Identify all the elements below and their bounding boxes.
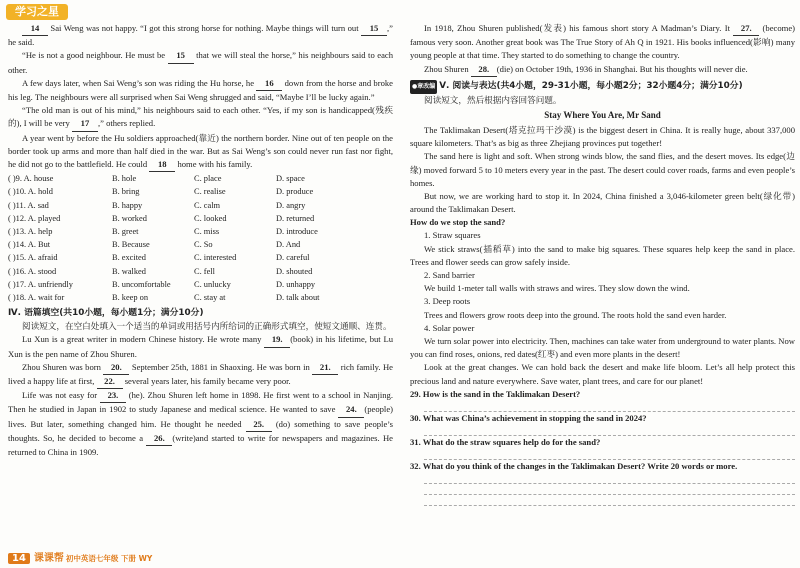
option-choice[interactable]: D. shouted <box>276 266 313 276</box>
option-row <box>8 199 393 212</box>
section-4-paragraph: Zhou Shuren 28. (die) on October 19th, 1936 in Shanghai. But his thoughts will never die. <box>410 63 795 77</box>
section-4-paragraph: Life was not easy for 23. (he). Zhou Shuren left home in 1898. He first went to a school in Nanjing. Then he studied in Japan in 1902 to study Japanese and medical science. He wanted to save 24. (people) lives. But later, something changed him. He thought he needed 25. (do) something to save people’s thoughts. So, he decided to become a 26. (write)and started to write for newspapers and magazines. He returned to China in 1909. <box>8 390 393 458</box>
option-row <box>8 251 393 264</box>
option-row <box>8 172 393 185</box>
cloze-options <box>8 172 393 304</box>
option-choice[interactable]: D. talk about <box>276 293 320 303</box>
option-choice[interactable]: D. unhappy <box>276 279 316 289</box>
option-choice[interactable]: D. introduce <box>276 227 318 237</box>
option-row <box>8 278 393 291</box>
option-choice[interactable]: C. place <box>194 174 222 184</box>
footer-subtitle: 初中英语七年级 下册 WY <box>65 554 153 563</box>
option-choice[interactable]: D. careful <box>276 253 310 263</box>
question: 29. How is the sand in the Taklimakan Desert? <box>410 388 581 399</box>
answer-blank[interactable]: 26. <box>146 432 172 446</box>
answer-line[interactable] <box>424 495 795 506</box>
option-choice[interactable]: B. hole <box>112 174 137 184</box>
answer-blank[interactable]: 19. <box>264 333 290 347</box>
section-4-paragraph: Zhou Shuren was born 20. September 25th, 1881 in Shaoxing. He was born in 21. rich family. He lived a happy life at first, 22. several years later, his family became very poor. <box>8 361 393 389</box>
question: 30. What was China’s achievement in stopping the sand in 2024? <box>410 412 647 423</box>
option-choice[interactable]: B. bring <box>112 187 140 197</box>
answer-line[interactable] <box>424 484 795 495</box>
option-row <box>8 185 393 198</box>
section-4-passage <box>8 333 393 459</box>
passage-subheading: How do we stop the sand? <box>410 217 506 228</box>
answer-blank[interactable]: 25. <box>246 418 272 432</box>
section-5-paragraph: The Taklimakan Desert(塔克拉玛干沙漠) is the biggest desert in China. It is really huge, about 337,000 square kilometers. That’s as big as three Zhejiang provinces put together! <box>410 125 795 149</box>
left-column <box>8 22 393 459</box>
option-choice[interactable]: D. produce <box>276 187 314 197</box>
step-text: We turn solar power into electricity. Then, machines can take water from underground to water plants. Now you can find roses, onions, red dates(红枣) and even more plants in the desert! <box>410 336 795 360</box>
option-choice[interactable]: B. greet <box>112 227 139 237</box>
option-choice[interactable]: D. And <box>276 240 301 250</box>
cloze-paragraph: “The old man is out of his mind,” his neighbours said to each other. “Yes, if my son is handicapped(残疾的), I will be very 17 ,” others replied. <box>8 104 393 131</box>
answer-blank[interactable]: 14 <box>22 22 48 36</box>
right-column <box>410 22 795 506</box>
section-4-instruction: 阅读短文，在空白处填入一个适当的单词或用括号内所给词的正确形式填空，使短文通顺、连贯。 <box>22 321 392 332</box>
section-5-paragraph: The sand here is light and soft. When strong winds blow, the sand flies, and the desert moves. Its edge(边缘) moved forward 5 to 10 meters every year in the past. The desert could cover roads, farms and even people’s homes. <box>410 151 795 188</box>
page-footer <box>8 549 152 564</box>
question-choice-a[interactable]: ( )13. A. help <box>8 227 53 237</box>
option-choice[interactable]: D. space <box>276 174 305 184</box>
question-choice-a[interactable]: ( )11. A. sad <box>8 200 49 210</box>
option-choice[interactable]: B. Because <box>112 240 150 250</box>
section-5-paragraph: But now, we are working hard to stop it. In 2024, China finished a 3,046-kilometer green belt(绿化带) around the Taklimakan Desert. <box>410 191 795 215</box>
question-choice-a[interactable]: ( )14. A. But <box>8 240 51 250</box>
option-choice[interactable]: C. So <box>194 240 213 250</box>
section-5-heading-text: Ⅴ. 阅读与表达(共4小题，29-31小题，每小题2分；32小题4分；满分10分) <box>439 80 743 91</box>
section-5-heading <box>410 79 795 94</box>
option-choice[interactable]: D. returned <box>276 213 315 223</box>
option-choice[interactable]: C. realise <box>194 187 226 197</box>
option-choice[interactable]: B. walked <box>112 266 146 276</box>
answer-line[interactable] <box>424 449 795 460</box>
option-choice[interactable]: C. miss <box>194 227 220 237</box>
option-row <box>8 212 393 225</box>
answer-blank[interactable]: 15 <box>361 22 387 36</box>
answer-blank[interactable]: 15 <box>168 49 194 63</box>
footer-brand: 课课帮 <box>33 553 64 564</box>
cloze-paragraph: 14 Sai Weng was not happy. “I got this strong horse for nothing. Maybe things will turn out 15 ,” he said. <box>8 23 393 48</box>
step-text: We build 1-meter tall walls with straws and wires. They slow down the wind. <box>424 283 690 294</box>
cloze-paragraph: A year went by before the Hu soldiers approached(靠近) the northern border. Nine out of ten people on the border took up arms and more than half died in the war. But as Sai Weng’s son could never run fast nor fight, he did not go to the battlefield. He could 18 home with his family. <box>8 132 393 173</box>
option-choice[interactable]: C. interested <box>194 253 237 263</box>
publisher-logo: 学习之星 <box>6 4 68 20</box>
option-row <box>8 225 393 238</box>
section-5-tag: ●章改编 <box>410 80 437 94</box>
option-choice[interactable]: B. keep on <box>112 293 149 303</box>
question-choice-a[interactable]: ( )15. A. afraid <box>8 253 58 263</box>
answer-blank[interactable]: 21. <box>312 361 338 375</box>
section-5-questions <box>410 388 795 506</box>
section-5-instruction: 阅读短文，然后根据内容回答问题。 <box>424 94 562 105</box>
option-choice[interactable]: C. fell <box>194 266 215 276</box>
step-text: Trees and flowers grow roots deep into the ground. The roots hold the sand even harder. <box>424 309 727 320</box>
section-4-passage-continued <box>410 22 795 77</box>
answer-blank[interactable]: 20. <box>103 361 129 375</box>
section-4-paragraph: In 1918, Zhou Shuren published(发表) his famous short story A Madman’s Diary. It 27. (become) famous very soon. Another great book was The True Story of Ah Q in 1921. His books influenced(影响) many young people at that time. They started to do something to change the country. <box>410 23 796 61</box>
question: 31. What do the straw squares help do for the sand? <box>410 436 601 447</box>
question-choice-a[interactable]: ( )18. A. wait for <box>8 293 65 303</box>
answer-line[interactable] <box>424 425 795 436</box>
option-choice[interactable]: B. worked <box>112 213 147 223</box>
answer-line[interactable] <box>424 401 795 412</box>
question-choice-a[interactable]: ( )9. A. house <box>8 174 54 184</box>
step-label: 1. Straw squares <box>424 230 481 241</box>
section-5-passage <box>410 124 795 216</box>
option-choice[interactable]: B. excited <box>112 253 146 263</box>
answer-blank[interactable]: 17 <box>72 117 98 131</box>
cloze-paragraph: “He is not a good neighbour. He must be 15 that we will steal the horse,” his neighbours said to each other. <box>8 50 394 75</box>
section-5-steps <box>410 229 795 361</box>
answer-blank[interactable]: 23. <box>100 389 126 403</box>
step-label: 2. Sand barrier <box>424 270 475 281</box>
step-text: We stick straws(插稻草) into the sand to make big squares. These squares help keep the sand in place. Trees and flower seeds can grow safely inside. <box>410 243 795 267</box>
question-choice-a[interactable]: ( )12. A. played <box>8 213 61 223</box>
option-choice[interactable]: C. calm <box>194 200 221 210</box>
question-choice-a[interactable]: ( )10. A. hold <box>8 187 53 197</box>
cloze-passage <box>8 22 393 172</box>
option-choice[interactable]: B. uncomfortable <box>112 279 171 289</box>
option-choice[interactable]: B. happy <box>112 200 143 210</box>
step-label: 3. Deep roots <box>424 296 471 307</box>
section-4-paragraph: Lu Xun is a great writer in modern Chinese history. He wrote many 19. (book) in his lifetime, but Lu Xun is the pen name of Zhou Shuren. <box>8 334 393 359</box>
option-choice[interactable]: C. unlucky <box>194 279 231 289</box>
answer-blank[interactable]: 18 <box>149 158 175 172</box>
answer-blank[interactable]: 28. <box>471 63 497 77</box>
question-choice-a[interactable]: ( )17. A. unfriendly <box>8 279 73 289</box>
cloze-paragraph: A few days later, when Sai Weng’s son was riding the Hu horse, he 16 down from the horse and broke his leg. The neighbours were all surprised when Sai Weng shrugged and said, “Maybe I’ll be lucky again.” <box>8 77 393 103</box>
option-row <box>8 291 393 304</box>
question: 32. What do you think of the changes in the Taklimakan Desert? Write 20 words or more. <box>410 460 738 471</box>
step-label: 4. Solar power <box>424 322 475 333</box>
question-choice-a[interactable]: ( )16. A. stood <box>8 266 57 276</box>
option-choice[interactable]: C. looked <box>194 213 227 223</box>
option-choice[interactable]: C. stay at <box>194 293 226 303</box>
answer-blank[interactable]: 27. <box>733 22 759 36</box>
option-row <box>8 238 393 251</box>
option-choice[interactable]: D. angry <box>276 200 306 210</box>
section-4-heading: Ⅳ. 语篇填空(共10小题，每小题1分；满分10分) <box>8 308 204 319</box>
answer-line[interactable] <box>424 473 795 484</box>
answer-blank[interactable]: 16 <box>256 77 282 91</box>
answer-blank[interactable]: 22. <box>97 375 123 389</box>
page-number: 14 <box>8 553 30 564</box>
passage-closing: Look at the great changes. We can hold back the desert and make life bloom. Let’s all help protect this precious land and nature everywhere. Save water, plant trees, and care for our planet! <box>410 362 795 386</box>
option-row <box>8 265 393 278</box>
answer-blank[interactable]: 24. <box>338 403 364 417</box>
passage-title: Stay Where You Are, Mr Sand <box>544 110 661 121</box>
